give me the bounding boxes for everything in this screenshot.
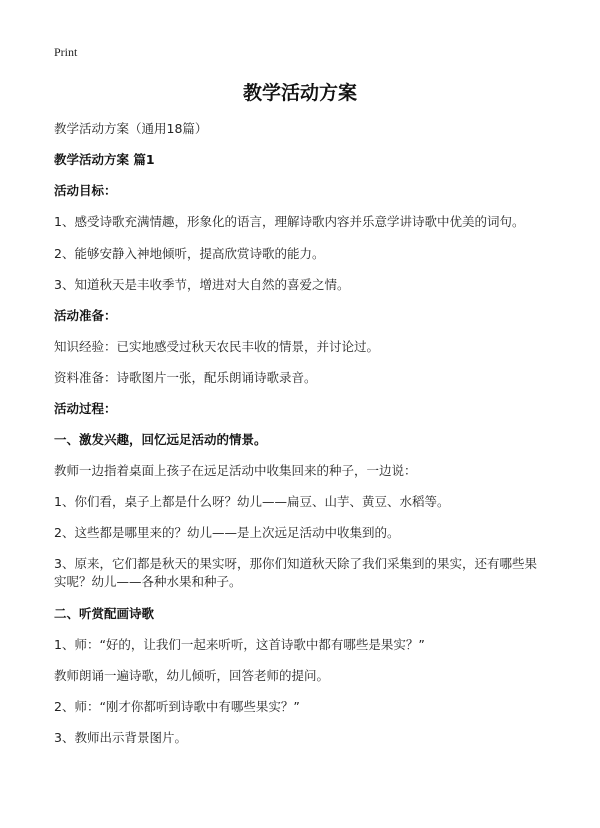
paragraph: 2、师：“刚才你都听到诗歌中有哪些果实？” bbox=[54, 699, 300, 714]
section-heading: 教学活动方案 篇1 bbox=[54, 152, 155, 167]
paragraph: 资料准备：诗歌图片一张，配乐朗诵诗歌录音。 bbox=[54, 370, 317, 385]
subsection-heading: 活动目标： bbox=[54, 183, 117, 198]
paragraph: 2、这些都是哪里来的？幼儿——是上次远足活动中收集到的。 bbox=[54, 525, 400, 540]
subsection-heading: 活动准备： bbox=[54, 308, 117, 323]
paragraph: 知识经验：已实地感受过秋天农民丰收的情景，并讨论过。 bbox=[54, 339, 380, 354]
paragraph: 3、原来，它们都是秋天的果实呀，那你们知道秋天除了我们采集到的果实，还有哪些果实呢？幼儿——各种水果和种子。 bbox=[54, 556, 537, 589]
print-label: Print bbox=[54, 45, 78, 59]
document-title: 教学活动方案 bbox=[242, 82, 357, 104]
paragraph: 教师朗诵一遍诗歌，幼儿倾听，回答老师的提问。 bbox=[54, 668, 330, 683]
paragraph: 3、知道秋天是丰收季节，增进对大自然的喜爱之情。 bbox=[54, 277, 350, 292]
paragraph: 3、教师出示背景图片。 bbox=[54, 730, 187, 745]
paragraph: 1、感受诗歌充满情趣，形象化的语言，理解诗歌内容并乐意学讲诗歌中优美的词句。 bbox=[54, 214, 525, 229]
paragraph: 2、能够安静入神地倾听，提高欣赏诗歌的能力。 bbox=[54, 246, 325, 261]
step-heading: 一、激发兴趣，回忆远足活动的情景。 bbox=[54, 432, 267, 447]
step-heading: 二、听赏配画诗歌 bbox=[54, 606, 155, 621]
subsection-heading: 活动过程： bbox=[54, 401, 117, 416]
paragraph: 教师一边指着桌面上孩子在远足活动中收集回来的种子，一边说： bbox=[54, 463, 417, 478]
paragraph: 1、师：“好的，让我们一起来听听，这首诗歌中都有哪些是果实？” bbox=[54, 637, 425, 652]
document-subtitle: 教学活动方案（通用18篇） bbox=[54, 121, 208, 136]
paragraph: 1、你们看，桌子上都是什么呀？幼儿——扁豆、山芋、黄豆、水稻等。 bbox=[54, 494, 450, 509]
